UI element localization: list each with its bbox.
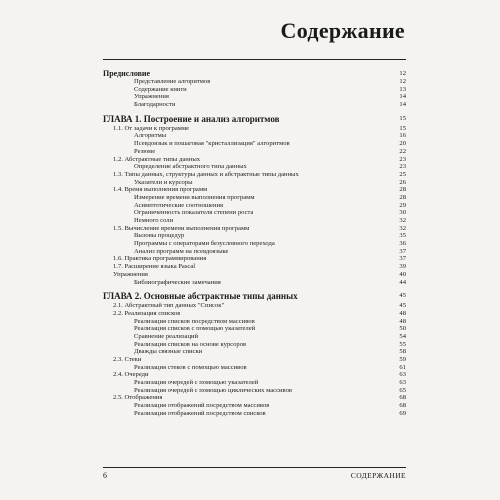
toc-entry	[103, 209, 406, 217]
toc-entry-title: Реализация списков посредством массивов	[134, 317, 255, 325]
toc-entry	[103, 202, 406, 210]
toc-entry-page: 20	[399, 140, 406, 148]
toc-entry-title: Реализация стеков с помощью массивов	[134, 363, 247, 371]
toc-entry	[103, 348, 406, 356]
toc-entry-title: 1.7. Расширение языка Pascal	[113, 263, 196, 271]
toc-entry-title: Реализация отображений посредством массивов	[134, 402, 270, 410]
toc-entry	[103, 394, 406, 402]
toc-entry-title: Дважды связные списки	[134, 348, 203, 356]
toc-entry	[103, 240, 406, 248]
toc-entry	[103, 217, 406, 225]
toc-entry-title: Ограниченность показателя степени роста	[134, 209, 254, 217]
toc-entry-title: Псевдоязык и пошаговая "кристаллизация" алгоритмов	[134, 140, 290, 148]
toc-entry-page: 29	[399, 201, 406, 209]
toc-entry-page: 28	[399, 193, 406, 201]
toc-entry-title: Предисловие	[103, 69, 151, 78]
toc-entry-title: Алгоритмы	[134, 132, 167, 140]
toc-entry-page: 14	[399, 101, 406, 109]
toc-entry-title: Благодарности	[134, 101, 176, 109]
toc-entry-page: 13	[399, 85, 406, 93]
page-title: Содержание	[280, 18, 405, 43]
toc-entry-title: 1.1. От задачи к программе	[113, 124, 190, 132]
top-divider	[103, 59, 406, 60]
toc-entry	[103, 255, 406, 263]
toc-entry-title: Реализация очередей с помощью указателей	[134, 379, 259, 387]
toc-entry-title: Реализация списков с помощью указателей	[134, 325, 256, 333]
toc-entry	[103, 379, 406, 387]
toc-entry-page: 45	[399, 302, 406, 310]
toc-entry-title: Сравнение реализаций	[134, 332, 199, 340]
toc-entry	[103, 86, 406, 94]
toc-entry	[103, 179, 406, 187]
toc-entry-title: Измерение времени выполнения программ	[134, 193, 255, 201]
toc-entry	[103, 333, 406, 341]
toc-entry	[103, 371, 406, 379]
toc-entry-page: 39	[399, 263, 406, 271]
toc-entry-title: Реализация отображений посредством списков	[134, 409, 266, 417]
toc-entry-title: Резюме	[134, 147, 156, 155]
toc-entry-page: 40	[399, 270, 406, 278]
toc-entry-title: Библиографические замечания	[134, 278, 221, 286]
toc-entry-page: 61	[399, 363, 406, 371]
toc-entry	[103, 93, 406, 101]
toc-entry-title: 1.5. Вычисление времени выполнения программ	[113, 224, 250, 232]
toc-entry	[103, 232, 406, 240]
toc-entry-page: 68	[399, 394, 406, 402]
toc-entry-page: 16	[399, 132, 406, 140]
toc-entry-title: 2.5. Отображения	[113, 394, 163, 402]
toc-entry-page: 32	[399, 217, 406, 224]
toc-entry	[103, 402, 406, 410]
toc-entry-page: 23	[399, 155, 406, 163]
toc-entry-title: 1.3. Типы данных, структуры данных и абстрактные типы данных	[113, 170, 299, 178]
toc-entry-page: 26	[399, 178, 406, 186]
toc-entry-title: Упражнения	[113, 270, 148, 278]
toc-entry-title: Реализация списков на основе курсоров	[134, 340, 247, 348]
toc-entry-title: Указатели и курсоры	[134, 178, 193, 186]
toc-entry	[103, 186, 406, 194]
running-head: СОДЕРЖАНИЕ	[350, 471, 406, 480]
toc-entry-page: 48	[399, 309, 406, 317]
toc-entry-page: 28	[399, 186, 406, 194]
toc-entry-title: 2.2. Реализация списков	[113, 309, 181, 317]
toc-entry	[103, 302, 406, 310]
page-number: 6	[103, 471, 107, 480]
toc-entry-page: 32	[399, 224, 406, 232]
toc-entry-page: 23	[399, 163, 406, 171]
toc-entry-page: 15	[399, 114, 406, 122]
toc-entry-page: 37	[399, 255, 406, 263]
toc-entry	[103, 341, 406, 349]
toc-entry-page: 50	[399, 325, 406, 333]
toc-entry-page: 54	[399, 332, 406, 340]
toc-entry	[103, 225, 406, 233]
toc-entry-title: Представление алгоритмов	[134, 78, 211, 85]
toc-entry	[103, 101, 406, 109]
toc-entry-title: Программы с операторами безусловного перехода	[134, 240, 275, 248]
toc-entry	[103, 279, 406, 287]
toc-entry-title: Реализация очередей с помощью циклических массивов	[134, 386, 293, 394]
toc-entry-page: 14	[399, 93, 406, 101]
toc-entry-page: 69	[399, 409, 406, 417]
toc-entry	[103, 148, 406, 156]
toc-entry-page: 65	[399, 386, 406, 394]
toc-entry-title: ГЛАВА 2. Основные абстрактные типы данных	[103, 291, 298, 302]
toc-entry-title: 1.2. Абстрактные типы данных	[113, 155, 201, 163]
toc-entry-page: 44	[399, 278, 406, 286]
toc-entry	[103, 310, 406, 318]
toc-entry-page: 12	[399, 70, 406, 77]
toc-entry	[103, 410, 406, 418]
toc-entry-page: 12	[399, 78, 406, 85]
toc-entry-page: 36	[399, 240, 406, 248]
toc-entry	[103, 125, 406, 133]
bottom-divider	[103, 467, 406, 468]
toc-entry	[103, 163, 406, 171]
toc-entry-title: Асимптотические соотношения	[134, 201, 224, 209]
toc-entry	[103, 263, 406, 271]
toc-entry-title: 2.1. Абстрактный тип данных "Список"	[113, 302, 225, 310]
toc-entry-page: 59	[399, 356, 406, 363]
toc-entry-title: 2.4. Очереди	[113, 371, 149, 379]
toc-entry	[103, 290, 406, 302]
toc-entry	[103, 132, 406, 140]
toc-entry	[103, 325, 406, 333]
toc-entry-page: 45	[399, 292, 406, 300]
toc-entry-page: 37	[399, 247, 406, 255]
toc-entry-title: Анализ программ на псевдоязыке	[134, 247, 229, 255]
toc-entry	[103, 318, 406, 326]
toc-entry-title: Вызовы процедур	[134, 232, 185, 240]
toc-entry	[103, 113, 406, 125]
toc-entry	[103, 248, 406, 256]
toc-entry-title: Содержание книги	[134, 85, 187, 93]
toc-entry-title: Определение абстрактного типа данных	[134, 163, 247, 171]
toc-entry-title: 1.6. Практика программирования	[113, 255, 207, 263]
toc-entry-page: 35	[399, 232, 406, 240]
toc-entry-page: 58	[399, 348, 406, 356]
toc-entry	[103, 78, 406, 86]
toc-entry-title: ГЛАВА 1. Построение и анализ алгоритмов	[103, 113, 280, 124]
toc-entry-title: Упражнения	[134, 93, 169, 101]
toc-entry-page: 63	[399, 379, 406, 387]
toc-entry-page: 48	[399, 317, 406, 325]
toc-entry	[103, 194, 406, 202]
toc-entry-title: 2.3. Стеки	[113, 356, 142, 363]
toc-entry-page: 22	[399, 147, 406, 155]
toc-entry-page: 30	[399, 209, 406, 217]
toc-entry-page: 15	[399, 124, 406, 132]
toc-entry	[103, 387, 406, 395]
toc-entry-page: 25	[399, 170, 406, 178]
toc-entry	[103, 171, 406, 179]
toc-entry-title: Немного соли	[134, 217, 174, 224]
toc-entry-page: 63	[399, 371, 406, 379]
table-of-contents	[103, 66, 406, 418]
toc-entry	[103, 271, 406, 279]
toc-entry-page: 55	[399, 340, 406, 348]
toc-entry	[103, 140, 406, 148]
toc-entry-title: 1.4. Время выполнения программ	[113, 186, 208, 194]
toc-entry-page: 68	[399, 402, 406, 410]
toc-entry	[103, 364, 406, 372]
toc-entry	[103, 156, 406, 164]
toc-entry	[103, 356, 406, 364]
toc-entry	[103, 69, 406, 78]
